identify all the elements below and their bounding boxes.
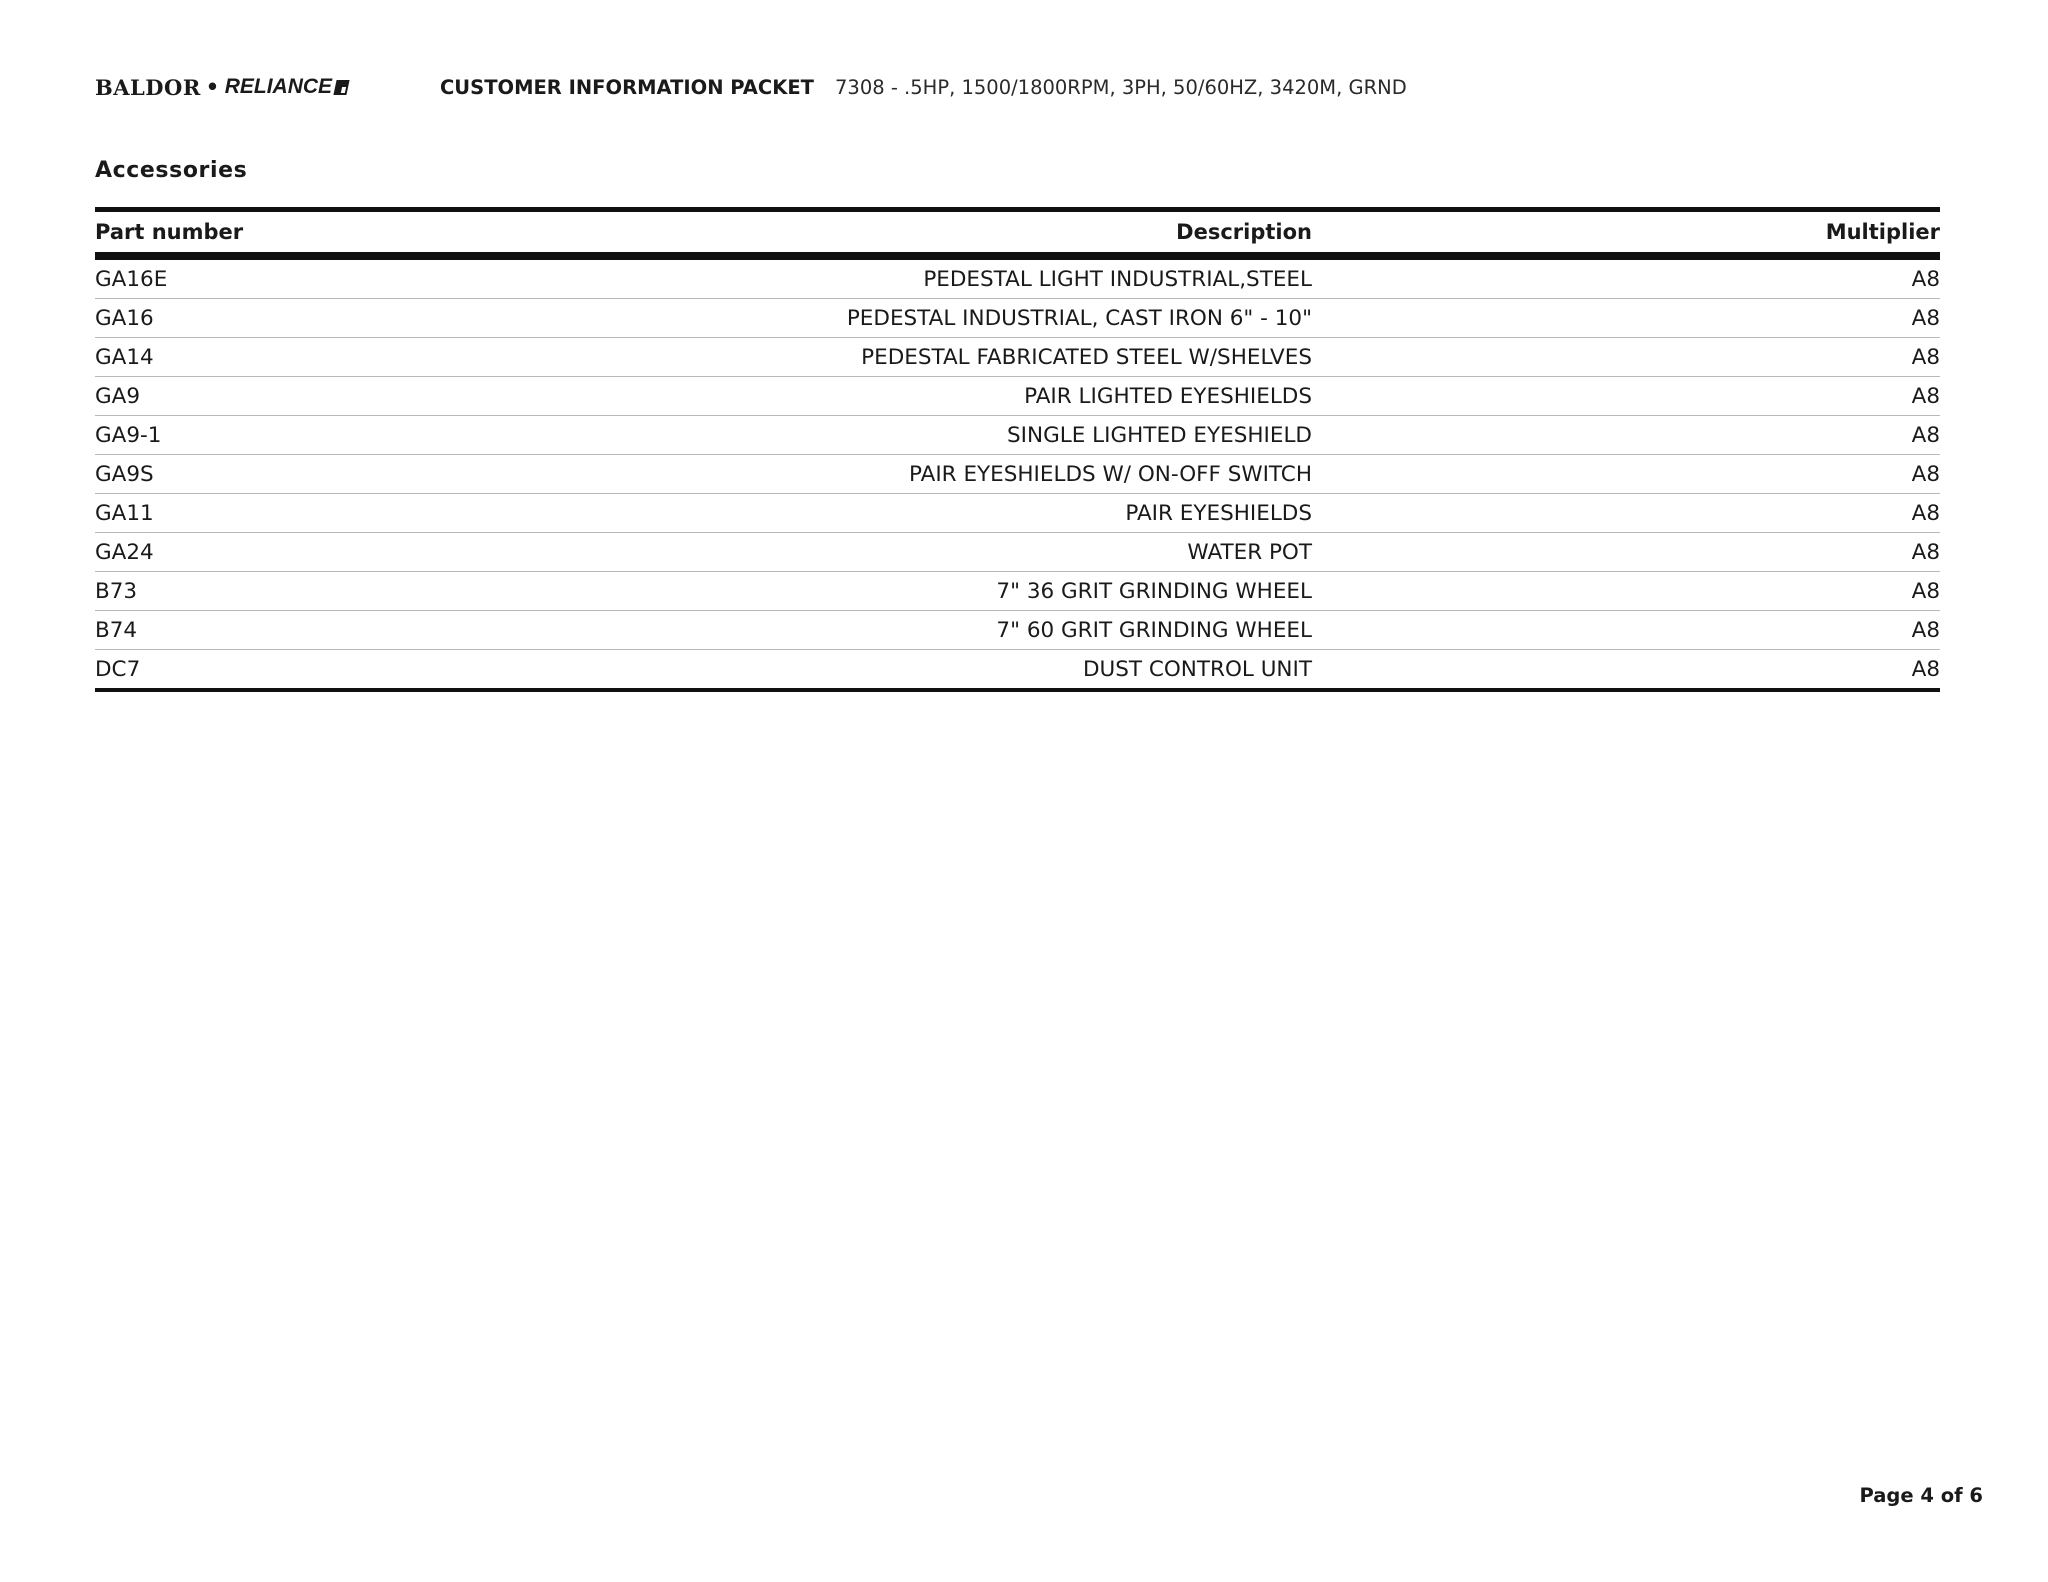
table-row: [95, 338, 1940, 377]
page-number: Page 4 of 6: [1859, 1484, 1983, 1507]
multiplier-cell: A8: [1312, 533, 1940, 572]
packet-title: CUSTOMER INFORMATION PACKET: [440, 75, 814, 99]
brand-separator: •: [205, 75, 220, 99]
description-cell: PEDESTAL INDUSTRIAL, CAST IRON 6" - 10": [615, 299, 1312, 338]
column-header-description: Description: [615, 210, 1312, 257]
multiplier-cell: A8: [1911, 656, 1940, 682]
brand-name-baldor: BALDOR: [95, 74, 201, 100]
part-number-cell: GA9-1: [95, 416, 615, 455]
table-row: [95, 533, 1940, 572]
multiplier-cell: A8: [1312, 338, 1940, 377]
part-number-cell: GA11: [95, 494, 615, 533]
description-cell: 7" 60 GRIT GRINDING WHEEL: [615, 611, 1312, 650]
table-row: [95, 494, 1940, 533]
part-number-cell: DC7: [95, 656, 141, 682]
section-title: Accessories: [95, 158, 248, 183]
table-row: [95, 416, 1940, 455]
column-header-part-number: Part number: [95, 210, 615, 257]
multiplier-cell: A8: [1312, 299, 1940, 338]
brand-name-reliance: RELIANCE: [224, 75, 333, 98]
table-row: [95, 611, 1940, 650]
part-number-cell: GA16E: [95, 256, 615, 299]
table-row: [95, 455, 1940, 494]
description-cell: PAIR EYESHIELDS W/ ON-OFF SWITCH: [615, 455, 1312, 494]
description-cell: PEDESTAL FABRICATED STEEL W/SHELVES: [615, 338, 1312, 377]
part-number-cell: GA16: [95, 299, 615, 338]
multiplier-cell: A8: [1312, 416, 1940, 455]
part-number-cell: GA9: [95, 377, 615, 416]
part-number-cell: B73: [95, 572, 615, 611]
table-row: [95, 377, 1940, 416]
part-number-cell: GA24: [95, 533, 615, 572]
part-number-cell: GA14: [95, 338, 615, 377]
header-row: [95, 210, 1940, 257]
description-cell: DUST CONTROL UNIT: [1082, 656, 1312, 682]
accessories-table: [95, 207, 1940, 692]
description-cell: SINGLE LIGHTED EYESHIELD: [615, 416, 1312, 455]
table-row: [95, 256, 1940, 299]
description-cell: PEDESTAL LIGHT INDUSTRIAL,STEEL: [615, 256, 1312, 299]
reliance-logo-mark-icon: [333, 80, 349, 95]
multiplier-cell: A8: [1312, 455, 1940, 494]
multiplier-cell: A8: [1312, 611, 1940, 650]
part-number-cell: GA9S: [95, 455, 615, 494]
table-row: [95, 650, 1940, 691]
description-cell: 7" 36 GRIT GRINDING WHEEL: [615, 572, 1312, 611]
multiplier-cell: A8: [1312, 256, 1940, 299]
table-header: [95, 210, 1940, 257]
document-header: [95, 70, 1407, 104]
description-cell: PAIR EYESHIELDS: [615, 494, 1312, 533]
table-row: [95, 299, 1940, 338]
table-body: [95, 256, 1940, 690]
description-cell: WATER POT: [615, 533, 1312, 572]
column-header-multiplier: Multiplier: [1312, 210, 1940, 257]
brand-logo: [95, 75, 440, 100]
model-description: 7308 - .5HP, 1500/1800RPM, 3PH, 50/60HZ, 3420M, GRND: [835, 75, 1407, 99]
description-cell: PAIR LIGHTED EYESHIELDS: [615, 377, 1312, 416]
multiplier-cell: A8: [1312, 572, 1940, 611]
multiplier-cell: A8: [1312, 494, 1940, 533]
table-row: [95, 572, 1940, 611]
multiplier-cell: A8: [1312, 377, 1940, 416]
part-number-cell: B74: [95, 611, 615, 650]
